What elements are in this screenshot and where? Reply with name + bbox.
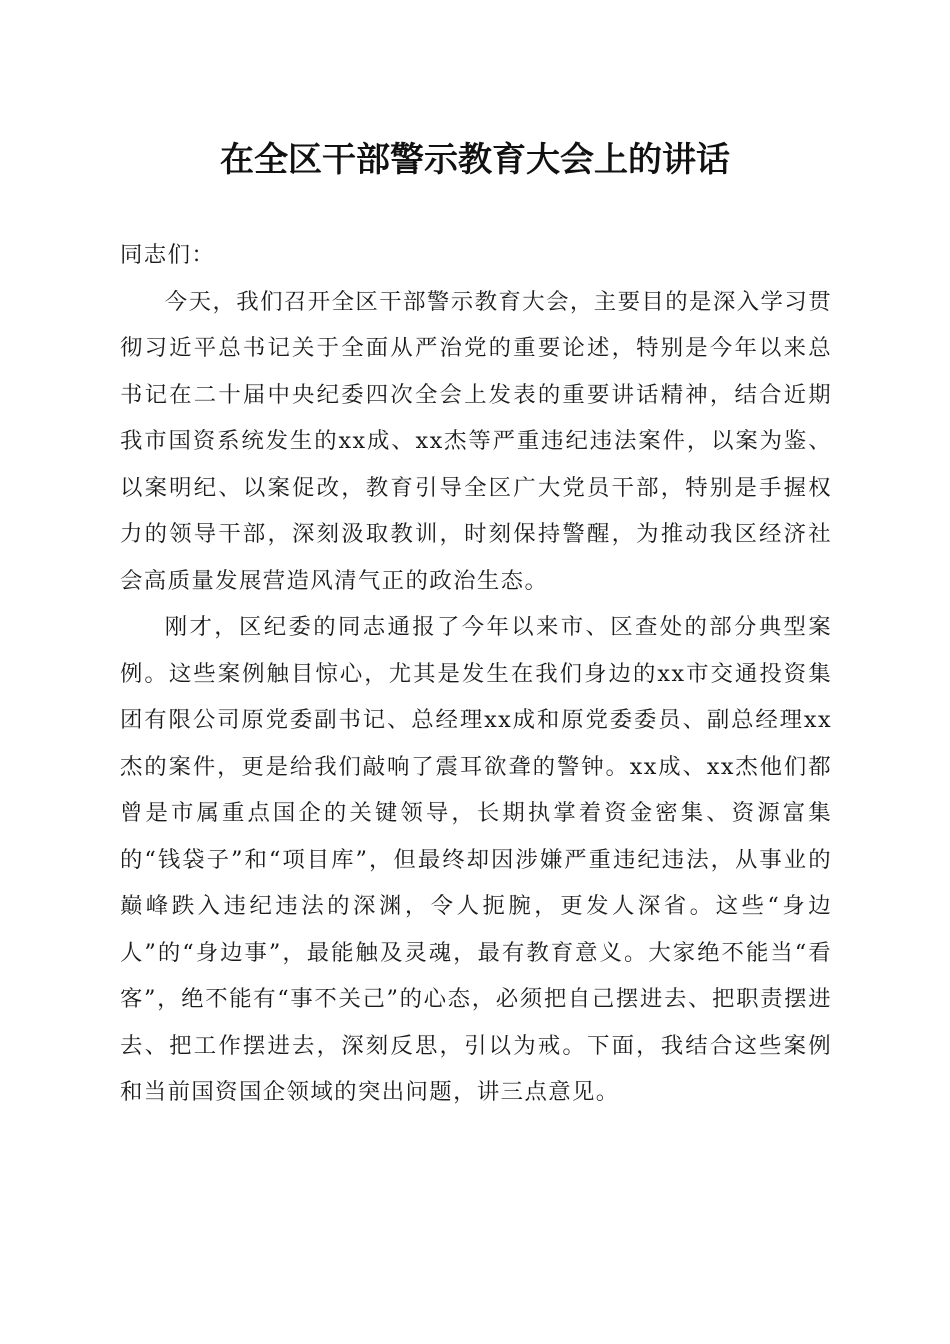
document-title: 在全区干部警示教育大会上的讲话 bbox=[220, 140, 730, 180]
document-body bbox=[120, 232, 832, 1116]
salutation: 同志们： bbox=[120, 242, 216, 268]
paragraph-cases: 刚才，区纪委的同志通报了今年以来市、区查处的部分典型案例。这些案例触目惊心，尤其是发生在我们身边的xx市交通投资集团有限公司原党委副书记、总经理xx成和原党委委员、副总经理xx杰的案件，更是给我们敲响了震耳欲聋的警钟。xx成、xx杰他们都曾是市属重点国企的关键领导，长期执掌着资金密集、资源富集的“钱袋子”和“项目库”，但最终却因涉嫌严重违纪违法，从事业的巅峰跌入违纪违法的深渊，令人扼腕，更发人深省。这些“身边人”的“身边事”，最能触及灵魂，最有教育意义。大家绝不能当“看客”，绝不能有“事不关己”的心态，必须把自己摆进去、把职责摆进去、把工作摆进去，深刻反思，引以为戒。下面，我结合这些案例和当前国资国企领域的突出问题，讲三点意见。 bbox=[120, 614, 832, 1105]
paragraph-intro: 今天，我们召开全区干部警示教育大会，主要目的是深入学习贯彻习近平总书记关于全面从严治党的重要论述，特别是今年以来总书记在二十届中央纪委四次全会上发表的重要讲话精神，结合近期我市国资系统发生的xx成、xx杰等严重违纪违法案件，以案为鉴、以案明纪、以案促改，教育引导全区广大党员干部，特别是手握权力的领导干部，深刻汲取教训，时刻保持警醒，为推动我区经济社会高质量发展营造风清气正的政治生态。 bbox=[120, 288, 832, 594]
